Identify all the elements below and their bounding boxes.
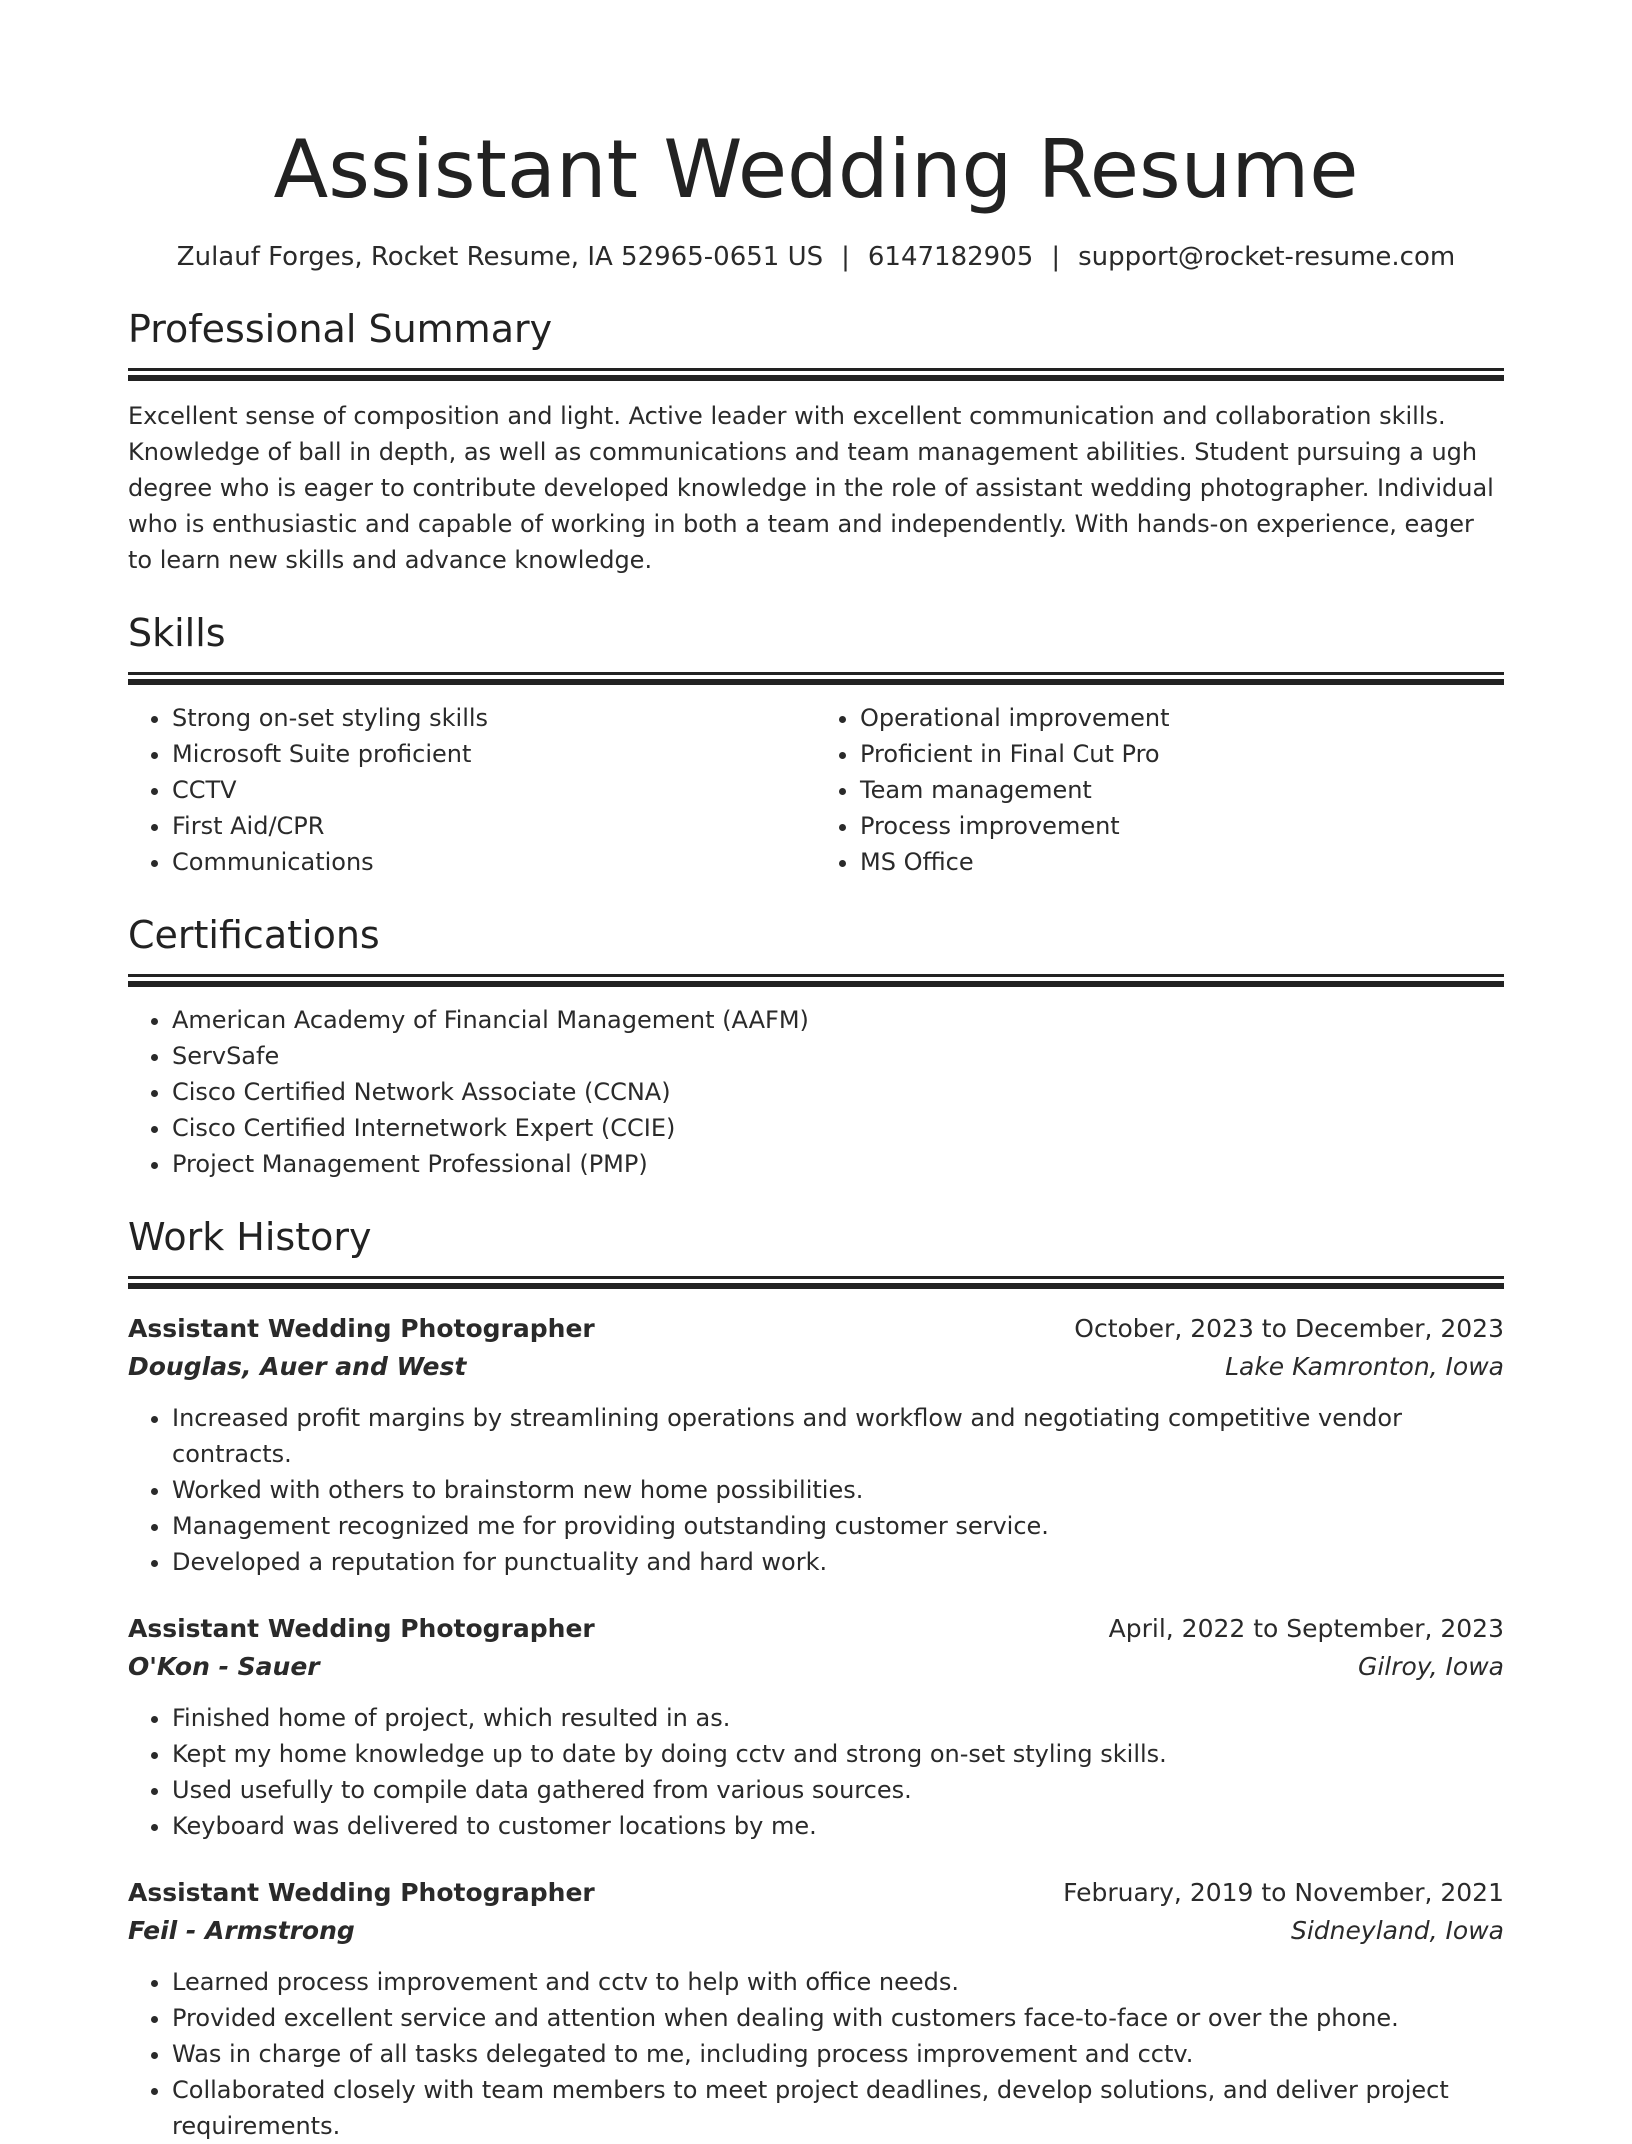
job-bullet: • Developed a reputation for punctuality and hard work. (172, 1544, 1504, 1580)
contact-phone: 6147182905 (867, 242, 1034, 272)
certification-item: • Project Management Professional (PMP) (172, 1146, 1504, 1182)
work-history-section (128, 1212, 1504, 2144)
job-title: Assistant Wedding Photographer (128, 1614, 595, 1643)
skills-heading: Skills (128, 611, 226, 655)
certifications-list (128, 1002, 1504, 1182)
section-rule (128, 672, 1504, 694)
job-bullets (128, 1700, 1504, 1844)
certification-item: • Cisco Certified Network Associate (CCNA) (172, 1074, 1504, 1110)
contact-separator: | (841, 242, 850, 272)
skill-item: • Process improvement (860, 808, 1504, 844)
skills-list-right (816, 700, 1504, 880)
job-company: Feil - Armstrong (128, 1916, 355, 1945)
job-company: Douglas, Auer and West (128, 1352, 467, 1381)
certifications-section (128, 910, 1504, 1182)
section-rule (128, 1276, 1504, 1298)
job-location: Sidneyland, Iowa (1290, 1916, 1504, 1945)
certification-item: • ServSafe (172, 1038, 1504, 1074)
job-bullet: • Was in charge of all tasks delegated to me, including process improvement and cctv. (172, 2036, 1504, 2072)
certification-item: • American Academy of Financial Management (AAFM) (172, 1002, 1504, 1038)
summary-heading: Professional Summary (128, 307, 553, 351)
summary-section (128, 304, 1504, 578)
job-bullet: • Management recognized me for providing outstanding customer service. (172, 1508, 1504, 1544)
skill-item: • Team management (860, 772, 1504, 808)
summary-text: Excellent sense of composition and light. Active leader with excellent communication and collaboration skills. Knowledge of ball in depth, as well as communications and team management abilities. Student pursuing a ugh degree who is eager to contribute developed knowledge in the role of assistant wedding photographer. Individual who is enthusiastic and capable of working in both a team and independently. With hands-on experience, eager to learn new skills and advance knowledge. (128, 402, 1494, 574)
job-entry (128, 1610, 1504, 1844)
certification-item: • Cisco Certified Internetwork Expert (CCIE) (172, 1110, 1504, 1146)
job-dates: April, 2022 to September, 2023 (1108, 1614, 1504, 1643)
job-entry (128, 1310, 1504, 1580)
skills-columns (128, 700, 1504, 880)
section-rule (128, 368, 1504, 390)
section-rule (128, 974, 1504, 996)
contact-address: Zulauf Forges, Rocket Resume, IA 52965-0651 US (176, 242, 824, 272)
skills-right-column (816, 700, 1504, 880)
contact-line (128, 240, 1504, 274)
resume-title: Assistant Wedding Resume (273, 123, 1359, 216)
job-dates: February, 2019 to November, 2021 (1063, 1878, 1504, 1907)
certifications-heading: Certifications (128, 913, 380, 957)
job-bullet: • Provided excellent service and attention when dealing with customers face-to-face or over the phone. (172, 2000, 1504, 2036)
job-bullet: • Increased profit margins by streamlining operations and workflow and negotiating competitive vendor contracts. (172, 1400, 1504, 1472)
job-bullet: • Used usefully to compile data gathered from various sources. (172, 1772, 1504, 1808)
skill-item: • Microsoft Suite proficient (172, 736, 816, 772)
job-entry (128, 1874, 1504, 2144)
skill-item: • Strong on-set styling skills (172, 700, 816, 736)
job-bullet: • Kept my home knowledge up to date by doing cctv and strong on-set styling skills. (172, 1736, 1504, 1772)
job-location: Gilroy, Iowa (1357, 1652, 1504, 1681)
job-bullet: • Learned process improvement and cctv to help with office needs. (172, 1964, 1504, 2000)
skill-item: • First Aid/CPR (172, 808, 816, 844)
job-title: Assistant Wedding Photographer (128, 1314, 595, 1343)
job-company: O'Kon - Sauer (128, 1652, 320, 1681)
contact-email: support@rocket-resume.com (1078, 242, 1456, 272)
job-bullet: • Collaborated closely with team members to meet project deadlines, develop solutions, and deliver project requirements. (172, 2072, 1504, 2144)
skill-item: • CCTV (172, 772, 816, 808)
work-history-heading: Work History (128, 1215, 372, 1259)
job-location: Lake Kamronton, Iowa (1225, 1352, 1504, 1381)
skills-left-column (128, 700, 816, 880)
skills-section (128, 608, 1504, 880)
skill-item: • Communications (172, 844, 816, 880)
skill-item: • Proficient in Final Cut Pro (860, 736, 1504, 772)
job-bullets (128, 1964, 1504, 2144)
job-dates: October, 2023 to December, 2023 (1074, 1314, 1504, 1343)
job-bullets (128, 1400, 1504, 1580)
skill-item: • MS Office (860, 844, 1504, 880)
skills-list-left (128, 700, 816, 880)
job-bullet: • Keyboard was delivered to customer locations by me. (172, 1808, 1504, 1844)
contact-separator: | (1051, 242, 1061, 272)
skill-item: • Operational improvement (860, 700, 1504, 736)
job-bullet: • Worked with others to brainstorm new home possibilities. (172, 1472, 1504, 1508)
job-bullet: • Finished home of project, which resulted in as. (172, 1700, 1504, 1736)
job-title: Assistant Wedding Photographer (128, 1878, 595, 1907)
